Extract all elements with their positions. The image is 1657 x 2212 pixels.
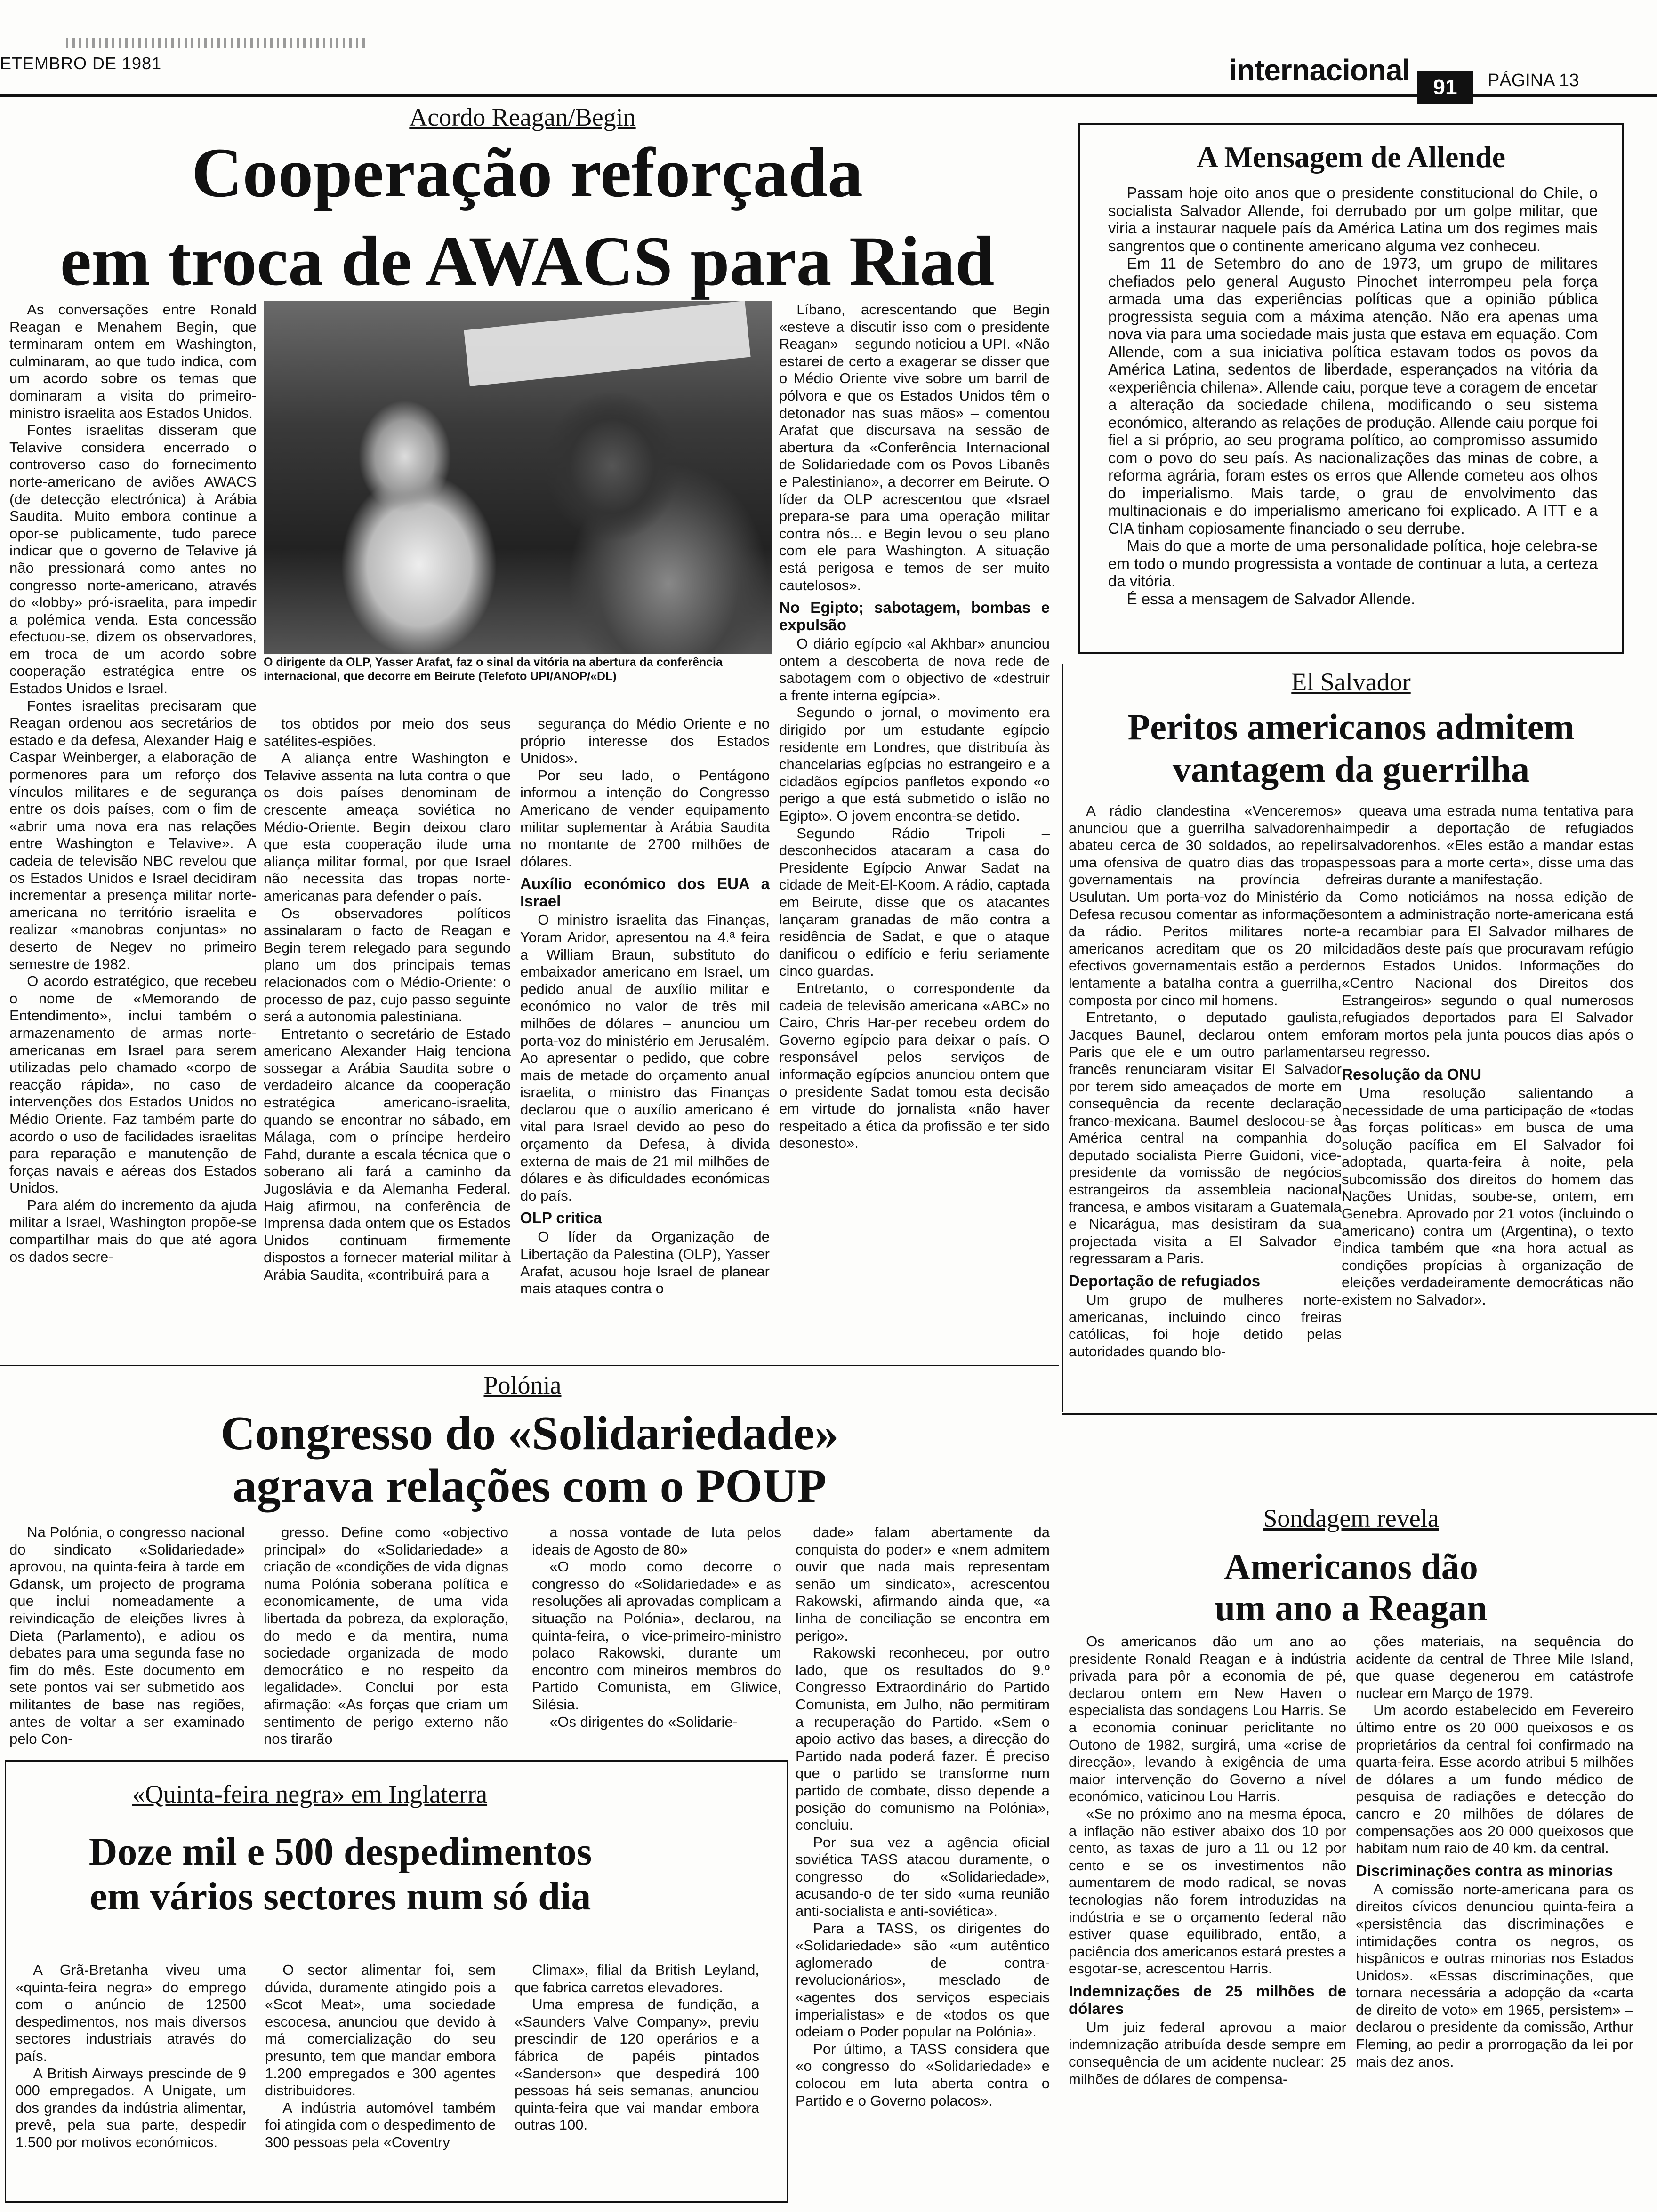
polonia-col2-p1: gresso. Define como «objectivo principal» do «Solidariedade» a criação de «condições de vida dignas numa Polónia soberana política e economicamente, de uma vida libertada da pobreza, da exploração, do medo e da mentira, numa sociedade organizada de modo democrático e no respeito da legalidade». Conclui por esta afirmação: «As forças que criam um sentimento de perigo externo não nos tirarão <box>264 1524 508 1747</box>
polonia-col1-p1: Na Polónia, o congresso nacional do sindicato «Solidariedade» aprovou, na quinta-feira à tarde em Gdansk, um projecto de programa que inclui nomeadamente a reivindicação de eleições livres à Dieta (Parlamento), e adiou os debates para uma segunda fase no fim do mês. Este documento em sete pontos vai ser submetido aos militantes de base nas regiões, antes de voltar a ser examinado pelo Con- <box>9 1524 245 1747</box>
polonia-column-2 <box>264 1524 508 1750</box>
inglaterra-col1-p2: A British Airways prescinde de 9 000 empregados. A Unigate, um dos grandes da indústria alimentar, prevê, pela sua parte, despedir 1.500 por motivos económicos. <box>16 2065 246 2150</box>
inglaterra-col3-p2: Uma empresa de fundição, a «Saunders Valve Company», previu prescindir de 120 operários e a fábrica de papéis pintados «Sanderson» que despedirá 100 pessoas há seis semanas, anunciou quinta-feira que vai mandar embora outras 100. <box>515 1996 759 2133</box>
inglaterra-headline-2: em vários sectores num só dia <box>89 1875 591 1918</box>
awacs-col3-p4: O líder da Organização de Libertação da Palestina (OLP), Yasser Arafat, acusou hoje Israel de planear mais ataques contra o <box>520 1228 770 1297</box>
awacs-col4-p4: Segundo Rádio Tripoli – desconhecidos atacaram a casa do Presidente Egípcio Anwar Sadat na cidade de Meit-El-Koom. A rádio, captada em Beirute, disse que os atacantes lançaram granadas de mão contra a residência de Sadat, e que o ataque danificou o edifício e feriu seriamente cinco guardas. <box>779 825 1050 979</box>
page-badge: 91 <box>1417 71 1473 104</box>
sondagem-col1-p2: «Se no próximo ano na mesma época, a inflação não estiver abaixo dos 10 por cento, as taxas de juro a 11 ou 12 por cento e se os investimentos não aumentarem de modo radical, se novas tecnologias não forem introduzidas na indústria e se o orçamento federal não estiver quase equilibrado, então, a paciência dos americanos estará prestes a esgotar-se, acrescentou Harris. <box>1069 1805 1346 1977</box>
polonia-col4-p4: Para a TASS, os dirigentes do «Solidariedade» são «um autêntico aglomerado de contra-revolucionários», mesclado de «agentes dos serviços especiais imperialistas» e de «todos os que odeiam o Poder popular na Polónia». <box>796 1920 1050 2040</box>
salvador-headline-2: vantagem da guerrilha <box>1172 749 1530 790</box>
allende-p3: Mais do que a morte de uma personalidade política, hoje celebra-se em todo o mundo progressista a vontade de continuar a luta, a certeza da vitória. <box>1108 537 1598 590</box>
awacs-col4-p2: O diário egípcio «al Akhbar» anunciou ontem a descoberta de nova rede de sabotagem com o objectivo de «destruir a frente interna egípcia». <box>779 635 1050 704</box>
awacs-col1-p5: Para além do incremento da ajuda militar a Israel, Washington propõe-se compartilhar mais do que até agora os dados secre- <box>9 1196 257 1265</box>
divider-main <box>0 1365 1059 1366</box>
awacs-kicker: Acordo Reagan/Begin <box>409 103 636 131</box>
salvador-col1-p2: Entretanto, o deputado gaulista, Jacques Baunel, declarou ontem em Paris que ele e um outro parlamentar francês renunciaram visitar El Salvador por terem sido ameaçados de morte em consequência da recente declaração franco-mexicana. Baumel deslocou-se à América central na companhia do deputado socialista Pierre Guidoni, vice-presidente da vomissão de negócios estrangeiros da assembleia nacional francesa, e ambos visitaram a Guatemala e Nicarágua, mas desistiram da sua projectada visita a El Salvador e regressaram a Paris. <box>1069 1009 1342 1267</box>
sondagem-headline-1: Americanos dão <box>1224 1546 1478 1587</box>
awacs-column-2 <box>264 715 511 1358</box>
polonia-column-1 <box>9 1524 245 1750</box>
polonia-column-4 <box>796 1524 1050 2202</box>
salvador-col1-p3: Um grupo de mulheres norte-americanas, incluindo cinco freiras católicas, foi hoje detido pelas autoridades quando blo- <box>1069 1291 1342 1360</box>
polonia-col3-p3: «Os dirigentes do «Solidarie- <box>549 1713 738 1730</box>
awacs-headline-1: Cooperação reforçada <box>192 134 863 212</box>
masthead-noise <box>66 38 367 48</box>
awacs-column-3 <box>520 715 770 1358</box>
sondagem-column-2 <box>1356 1633 1633 2205</box>
inglaterra-column-2 <box>265 1962 496 2197</box>
photo-banner <box>464 301 750 386</box>
awacs-col1-p3: Fontes israelitas precisaram que Reagan ordenou aos secretários de estado e da defesa, Alexander Haig e Caspar Weinberger, a elaboração de pormenores para um reforço dos vínculos militares e de segurança entre os dois países, com o fim de «abrir uma nova era nas relações entre Washington e Telavive». A cadeia de televisão NBC revelou que os Estados Unidos e Israel decidiram incrementar a presença militar norte-americana no território israelita e realizar «manobras conjuntas» no deserto de Negev no primeiro semestre de 1982. <box>9 697 257 972</box>
polonia-headline-1: Congresso do «Solidariedade» <box>220 1407 839 1460</box>
awacs-col2-p2: A aliança entre Washington e Telavive assenta na luta contra o que os dois países denominam de crescente ameaça soviética no Médio-Oriente. Begin deixou claro que esta cooperação ilude uma aliança militar formal, por que Israel não necessita das tropas norte-americanas para defender o país. <box>264 750 511 904</box>
awacs-col4-subhead-egypt: No Egipto; sabotagem, bombas e expulsão <box>779 599 1050 634</box>
divider-right <box>1062 1413 1657 1415</box>
awacs-col3-subhead-aid: Auxílio económico dos EUA a Israel <box>520 875 770 910</box>
salvador-subhead-deport: Deportação de refugiados <box>1069 1272 1261 1290</box>
polonia-column-3 <box>532 1524 781 1750</box>
awacs-column-1 <box>9 301 257 1358</box>
allende-box <box>1078 123 1624 654</box>
polonia-col3-p2: «O modo como decorre o congresso do «Solidariedade» e as resoluções ali aprovadas complicam a situação na Polónia», declarou, na quinta-feira, o vice-primeiro-ministro polaco Rakowski, durante um encontro com mineiros membros do Partido Comunista, em Gliwice, Silésia. <box>532 1558 781 1713</box>
polonia-col3-p1: a nossa vontade de luta pelos ideais de Agosto de 80» <box>532 1524 781 1558</box>
awacs-col1-p1: As conversações entre Ronald Reagan e Menahem Begin, que terminaram ontem em Washington, culminaram, ao que tudo indica, com um acordo sobre os temas que dominaram a visita do primeiro-ministro israelita aos Estados Unidos. <box>9 301 257 421</box>
awacs-col3-subhead-olp: OLP critica <box>520 1209 602 1227</box>
polonia-col4-p2: Rakowski reconheceu, por outro lado, que os resultados do 9.º Congresso Extraordinário do Partido Comunista, em Julho, não permitiram a recuperação do Partido. «Sem o apoio activo das bases, a direcção do Partido nada poderá fazer. É preciso que o partido se transforme num partido de combate, disso depende a posição do comunismo na Polónia», concluiu. <box>796 1644 1050 1834</box>
sondagem-col2-p2: Um acordo estabelecido em Fevereiro último entre os 20 000 queixosos e os proprietários da central foi confirmado na quarta-feira. Esse acordo atribui 5 milhões de dólares a um fundo médico de pesquisa de radiações e detecção do cancro e 20 milhões de dólares de compensações aos 20 000 queixosos que habitam num raio de 40 km. da central. <box>1356 1702 1633 1857</box>
inglaterra-col3-p1: Climax», filial da British Leyland, que fabrica carretos elevadores. <box>515 1962 759 1996</box>
sondagem-subhead-minorias: Discriminações contra as minorias <box>1356 1861 1613 1879</box>
salvador-headline-1: Peritos americanos admitem <box>1127 706 1575 747</box>
sondagem-col2-p3: A comissão norte-americana para os direitos cívicos denunciou quinta-feira a «persistência das discriminações e intimidações contra os negros, os hispânicos e outras minorias nos Estados Unidos». «Essas discriminações, que tornara necessária a adopção da «carta de direito de voto» em 1965, persistem» – declarou o presidente da comissão, Arthur Fleming, ao pedir a prorrogação da lei por mais dez anos. <box>1356 1881 1633 2070</box>
section-name: internacional <box>1229 53 1410 87</box>
polonia-col4-p3: Por sua vez a agência oficial soviética TASS atacou duramente, o congresso do «Solidariedade», acusando-o de ter sido «uma reunião anti-socialista e anti-soviética». <box>796 1834 1050 1920</box>
salvador-col1-p1: A rádio clandestina «Venceremos» anunciou que a guerrilha salvadorenha abateu cerca de 30 soldados, ao repelir uma ofensiva de quatro dias das tropas governamentais na província de Usulutan. Um porta-voz do Ministério da Defesa recusou comentar as informações da rádio. Peritos militares norte-americanos acreditam que os 20 mil efectivos governamentais estão a perder lentamente a batalha contra a guerrilha, composta por cinco mil homens. <box>1069 802 1342 1009</box>
polonia-kicker: Polónia <box>483 1371 562 1399</box>
awacs-col3-p1: segurança do Médio Oriente e no próprio interesse dos Estados Unidos». <box>520 715 770 767</box>
inglaterra-col2-p2: A indústria automóvel também foi atingida com o despedimento de 300 pessoas pela «Coventry <box>265 2099 496 2150</box>
inglaterra-col1-p1: A Grã-Bretanha viveu uma «quinta-feira negra» do emprego com o anúncio de 12500 despedimentos, nos mais diversos sectores industriais através do país. <box>16 1962 246 2064</box>
allende-title: A Mensagem de Allende <box>1197 140 1505 174</box>
inglaterra-column-1 <box>16 1962 246 2197</box>
awacs-col1-p4: O acordo estratégico, que recebeu o nome de «Memorando de Entendimento», inclui também o armazenamento de armas norte-americanas em Israel para serem utilizadas pelo chamado «corpo de reacção rápida», no caso de intervenções dos Estados Unidos no Médio Oriente. Faz também parte do acordo o uso de facilidades israelitas para reparação e manutenção de forças navais e aéreas dos Estados Unidos. <box>9 973 257 1196</box>
inglaterra-box <box>5 1760 788 2203</box>
allende-p2: Em 11 de Setembro do ano de 1973, um grupo de militares chefiados pelo general Augusto Pinochet interrompeu pela força armada uma das experiências políticas que a opinião pública progressista seguia com a máxima atenção. Não era apenas uma nova via para uma sociedade mais justa que estava em equação. Com Allende, com a sua iniciativa política estavam todos os povos da América Latina, sedentos de liberdade, esperançados na vitória da «experiência chilena». Allende caiu, porque teve a coragem de encetar a alteração da sociedade chilena, modificando o seu sistema económico, alterando as relações de produção. Allende caiu porque foi fiel a si próprio, ao seu programa político, ao compromisso assumido com o povo do seu país. As nacionalizações das minas de cobre, a reforma agrária, foram estes os erros que Allende cometeu aos olhos do imperialismo. Mais tarde, o grau de envolvimento das multinacionais e do imperialismo americano foi explicado. A ITT e a CIA tinham copiosamente financiado o seu derrube. <box>1108 255 1598 537</box>
sondagem-col1-p1: Os americanos dão um ano ao presidente Ronald Reagan e à indústria privada para pôr a economia de pé, declarou ontem em New Haven o especialista das sondagens Lou Harris. Se a economia coninuar periclitante no Outono de 1982, surgirá, uma «crise de direcção», levando à exigência de uma maior intervenção do Governo a nível económico, vaticinou Lou Harris. <box>1069 1633 1346 1805</box>
allende-p1: Passam hoje oito anos que o presidente constitucional do Chile, o socialista Salvador Allende, foi derrubado por um golpe militar, que viria a instaurar naquele país da América Latina um dos regimes mais sangrentos que o continente americano alguma vez conheceu. <box>1108 184 1598 255</box>
sondagem-subhead-indemn: Indemnizações de 25 milhões de dólares <box>1069 1982 1346 2017</box>
awacs-column-4 <box>779 301 1050 1358</box>
awacs-col1-p2: Fontes israelitas disseram que Telavive considera encerrado o controverso caso do fornecimento norte-americano de aviões AWACS (de detecção electrónica) à Arábia Saudita. Muito embora continue a opor-se publicamente, tudo parece indicar que o governo de Telavive já não pressionará como antes no congresso norte-americano, através do «lobby» pró-israelita, para impedir a polémica venda. Esta concessão efectuou-se, dizem os observadores, em troca de um acordo sobre cooperação estratégica entre os Estados Unidos e Israel. <box>9 422 257 697</box>
sondagem-col2-p1: ções materiais, na sequência do acidente da central de Three Mile Island, que quase degenerou em catástrofe nuclear em Março de 1979. <box>1356 1633 1633 1701</box>
inglaterra-column-3 <box>515 1962 759 2197</box>
salvador-column-2 <box>1342 802 1633 1410</box>
awacs-headline-2: em troca de AWACS para Riad <box>60 222 995 300</box>
salvador-column-1 <box>1069 802 1342 1410</box>
awacs-col4-p3: Segundo o jornal, o movimento era dirigido por um estudante egípcio residente em Londres, que distribuía às chancelarias egípcias no estrangeiro e a cidadãos egípcios panfletos expondo «o perigo a que está submetido o islão no Egipto». O jovem encontra-se detido. <box>779 704 1050 825</box>
salvador-col2-p3: Uma resolução salientando a necessidade de uma participação de «todas as forças políticas» em busca de uma solução pacífica em El Salvador foi adoptada, quarta-feira à noite, pela subcomissão dos direitos do homem das Nações Unidas, soube-se, ontem, em Genebra. Aprovado por 21 votos (incluindo o americano) contra um (Argentina), o texto indica também que «na hora actual as condições propícias à organização de eleições verdadeiramente democráticas não existem no Salvador». <box>1342 1084 1633 1308</box>
inglaterra-headline-1: Doze mil e 500 despedimentos <box>88 1830 592 1874</box>
awacs-col2-p3: Os observadores políticos assinalaram o facto de Reagan e Begin terem relegado para segundo plano um dos principais temas relacionados com o Médio-Oriente: o processo de paz, cujo passo seguinte será a autonomia palestiniana. <box>264 905 511 1025</box>
allende-p4: É essa a mensagem de Salvador Allende. <box>1126 590 1416 608</box>
page-number: PÁGINA 13 <box>1488 71 1579 90</box>
polonia-col4-p5: Por último, a TASS considera que «o congresso do «Solidariedade» e colocou em luta aberta contra o Partido e o Governo polacos». <box>796 2040 1050 2109</box>
awacs-col3-p3: O ministro israelita das Finanças, Yoram Aridor, apresentou na 4.ª feira a William Braun, substituto do embaixador americano em Israel, um pedido anual de auxílio militar e económico no valor de três mil milhões de dólares – anunciou um porta-voz do ministério em Jerusalém. Ao apresentar o pedido, que cobre mais de metade do orçamento anual israelita, o ministro das Finanças declarou que o auxílio americano é vital para Israel devido ao peso do orçamento da Defesa, à divida externa de mais de 21 mil milhões de dólares e às dificuldades económicas do país. <box>520 912 770 1204</box>
sondagem-column-1 <box>1069 1633 1346 2205</box>
awacs-col3-p2: Por seu lado, o Pentágono informou a intenção do Congresso Americano de vender equipamento militar suplementar à Arábia Saudita no montante de 2700 milhões de dólares. <box>520 767 770 870</box>
awacs-col4-p1: Líbano, acrescentando que Begin «esteve a discutir isso com o presidente Reagan» – segundo noticiou a UPI. «Não estarei de certo a exagerar se disser que o Médio Oriente vive sobre um barril de pólvora e que os Estados Unidos têm o detonador nas suas mãos» – comentou Arafat que discursava na sessão de abertura da «Conferência Internacional de Solidariedade com os Povos Libanês e Palestiniano», a decorrer em Beirute. O líder da OLP acrescentou que «Israel prepara-se para uma operação militar contra nós... e Begin levou o seu plano com ele para Washington. A situação está perigosa e temos de ser muito cautelosos». <box>779 301 1050 593</box>
salvador-col2-p2: Como noticiámos na nossa edição de ontem a administração norte-americana está a recambiar para El Salvador milhares de cidadãos deste país que procuravam refúgio nos Estados Unidos. Informações do «Centro Nacional dos Direitos dos Estrangeiros» segundo o qual numerosos refugiados deportados para El Salvador foram mortos pela junta poucos dias após o seu regresso. <box>1342 888 1633 1060</box>
masthead-rule <box>0 94 1657 97</box>
inglaterra-kicker: «Quinta-feira negra» em Inglaterra <box>132 1780 488 1808</box>
awacs-col2-p1: tos obtidos por meio dos seus satélites-espiões. <box>264 715 511 749</box>
photo-caption: O dirigente da OLP, Yasser Arafat, faz o sinal da vitória na abertura da conferência internacional, que decorre em Beirute (Telefoto UPI/ANOP/«DL) <box>264 656 723 683</box>
awacs-col2-p4: Entretanto o secretário de Estado americano Alexander Haig tenciona sossegar a Arábia Saudita sobre o verdadeiro alcance da cooperação estratégica americano-israelita, quando se encontrar no sábado, em Málaga, com o príncipe herdeiro Fahd, durante a escala técnica que o soberano ali fará a caminho da Jugoslávia e da Alemanha Federal. Haig afirmou, na conferência de Imprensa dada ontem que os Estados Unidos continuam firmemente dispostos a fornecer material militar à Arábia Saudita, «contribuirá para a <box>264 1025 511 1283</box>
arafat-photo <box>264 301 772 654</box>
allende-text <box>1108 184 1598 645</box>
sondagem-kicker: Sondagem revela <box>1263 1504 1439 1532</box>
inglaterra-col2-p1: O sector alimentar foi, sem dúvida, duramente atingido pois a «Scot Meat», uma sociedade escocesa, anunciou que devido à má comercialização do seu presunto, tem que mandar embora 1.200 empregados e 300 agentes distribuidores. <box>265 1962 496 2099</box>
salvador-kicker: El Salvador <box>1291 668 1411 696</box>
salvador-col2-p1: queava uma estrada numa tentativa para impedir a deportação de refugiados salvadorenhos. «Eles estão a mandar estas pessoas para a morte certa», disse uma das freiras durante a manifestação. <box>1342 802 1633 888</box>
polonia-headline-2: agrava relações com o POUP <box>233 1459 827 1513</box>
awacs-col4-p5: Entretanto, o correspondente da cadeia de televisão americana «ABC» no Cairo, Chris Har-per recebeu ordem do Governo egípcio para deixar o país. O responsável pelos serviços de informação egípcios anunciou ontem que o presidente Sadat tomou esta decisão em virtude do jornalista «não haver respeitado a ética da profissão e ter sido desonesto». <box>779 979 1050 1152</box>
sondagem-col1-p3: Um juiz federal aprovou a maior indemnização atribuída desde sempre em consequência de um acidente nuclear: 25 milhões de dólares de compensa- <box>1069 2019 1346 2087</box>
polonia-col4-p1: dade» falam abertamente da conquista do poder» e «nem admitem ouvir que nada mais representam senão um sindicato», acrescentou Rakowski, afirmando ainda que, «a linha de conciliação se encontra em perigo». <box>796 1524 1050 1644</box>
divider-right-column <box>1062 664 1063 1412</box>
salvador-subhead-onu: Resolução da ONU <box>1342 1065 1482 1083</box>
masthead-date: ETEMBRO DE 1981 <box>0 54 162 73</box>
sondagem-headline-2: um ano a Reagan <box>1215 1587 1488 1628</box>
